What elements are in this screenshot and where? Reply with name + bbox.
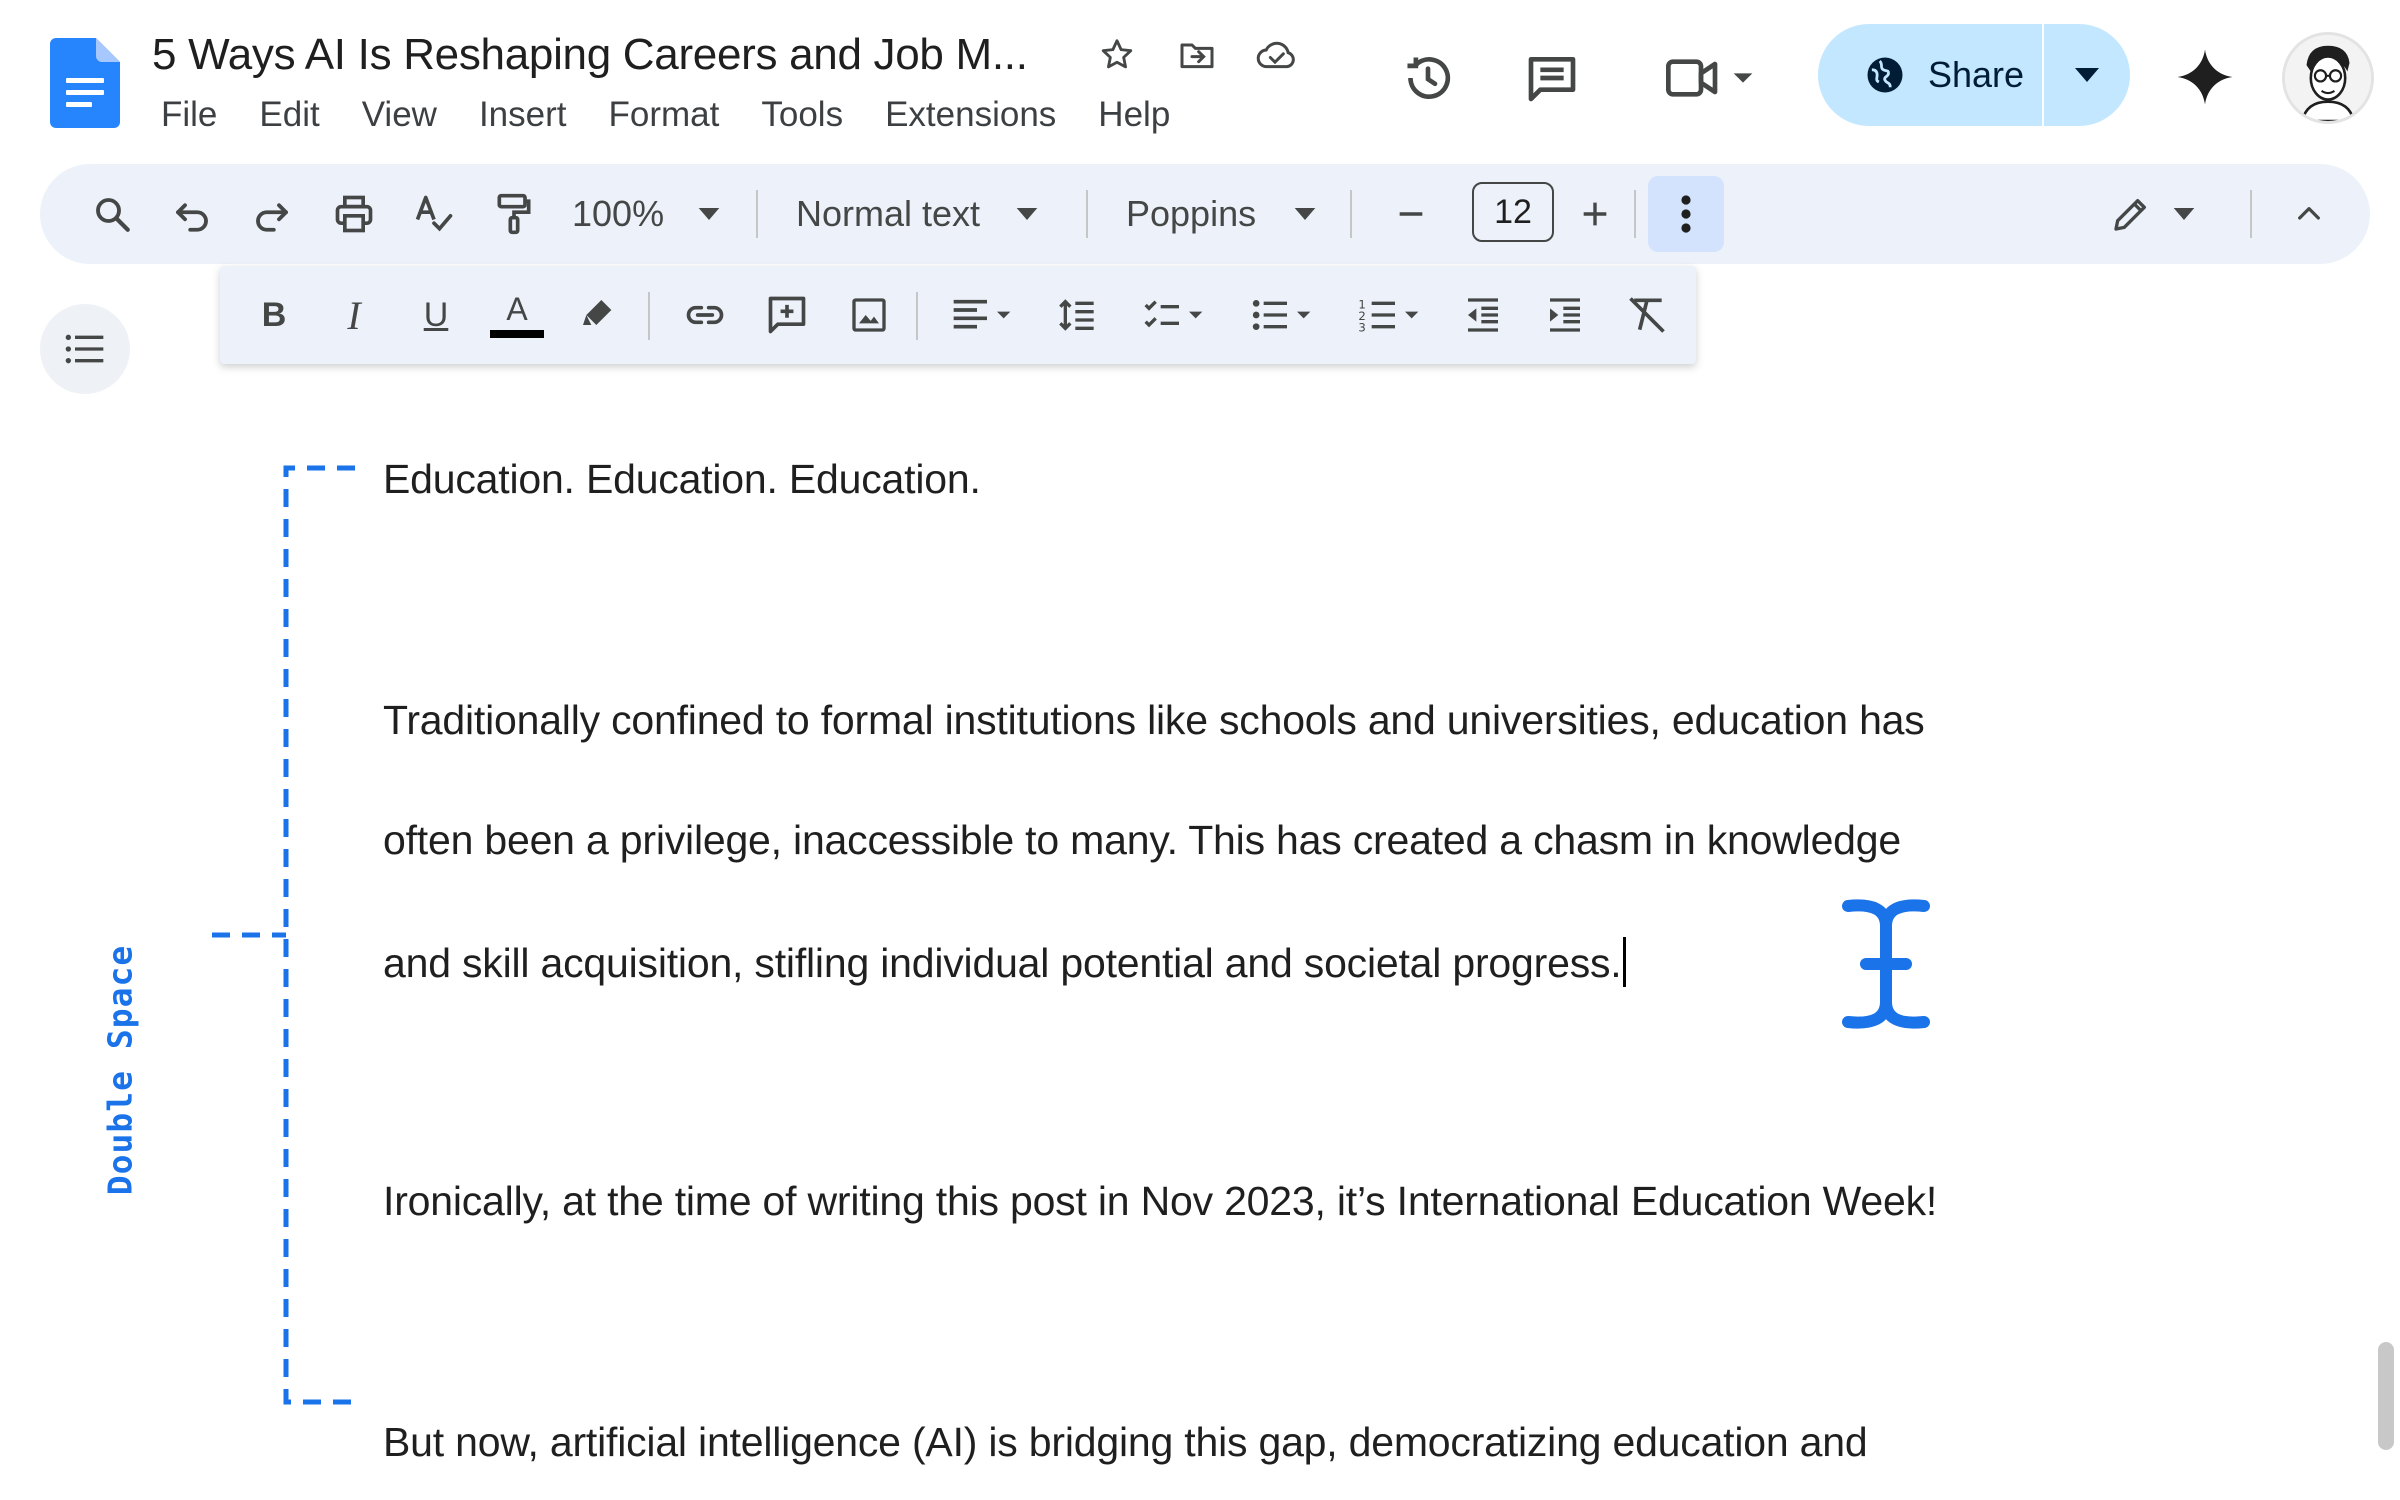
- star-icon[interactable]: [1094, 32, 1140, 78]
- undo-icon[interactable]: [160, 164, 224, 264]
- doc-paragraph[interactable]: Ironically, at the time of writing this post in Nov 2023, it’s International Education Week!: [383, 1178, 1938, 1224]
- share-dropdown-button[interactable]: [2044, 24, 2130, 126]
- svg-text:3: 3: [1358, 320, 1366, 335]
- caret-down-icon: [1016, 208, 1038, 220]
- paragraph-style-select[interactable]: [796, 164, 1096, 264]
- toolbar-separator: [1350, 190, 1352, 238]
- share-button[interactable]: [1818, 24, 2130, 126]
- toolbar-separator: [756, 190, 758, 238]
- decrease-font-size-button[interactable]: [1376, 164, 1446, 264]
- italic-icon: I: [347, 292, 361, 338]
- text-color-swatch: [490, 330, 544, 338]
- comments-icon[interactable]: [1520, 46, 1584, 110]
- svg-text:2: 2: [1358, 309, 1366, 323]
- menu-file[interactable]: File: [161, 95, 218, 134]
- format-separator: [916, 292, 918, 340]
- caret-down-icon: [2075, 68, 2099, 82]
- print-icon[interactable]: [322, 164, 386, 264]
- collapse-menus-button[interactable]: [2274, 164, 2344, 264]
- share-label: Share: [1928, 54, 2025, 95]
- font-select[interactable]: [1126, 164, 1376, 264]
- caret-down-icon: [698, 208, 720, 220]
- spellcheck-icon[interactable]: [402, 164, 466, 264]
- editing-mode-select[interactable]: [2098, 164, 2208, 264]
- double-space-annotation: Double Space: [100, 944, 140, 1196]
- main-toolbar: [40, 164, 2370, 264]
- more-options-button[interactable]: [1648, 176, 1724, 252]
- toolbar-separator: [2250, 190, 2252, 238]
- globe-icon: [1864, 54, 1906, 96]
- line-spacing-icon[interactable]: [1042, 266, 1112, 364]
- menu-view[interactable]: View: [361, 95, 437, 134]
- toolbar-separator: [1086, 190, 1088, 238]
- ibeam-cursor-icon: [1838, 896, 1934, 1032]
- version-history-icon[interactable]: [1396, 46, 1460, 110]
- caret-down-icon: [2173, 208, 2195, 220]
- share-divider: [2042, 24, 2044, 126]
- share-main-button[interactable]: [1818, 24, 2042, 126]
- zoom-value: 100%: [572, 193, 665, 234]
- gemini-icon[interactable]: [2172, 44, 2238, 110]
- doc-paragraph-line-text: and skill acquisition, stifling individual potential and societal progress.: [383, 940, 1622, 986]
- text-color-button[interactable]: [482, 266, 552, 364]
- doc-paragraph-line-last[interactable]: [383, 937, 1626, 987]
- highlight-icon[interactable]: [566, 266, 630, 364]
- document-outline-button[interactable]: [40, 304, 130, 394]
- menu-format[interactable]: Format: [608, 95, 720, 134]
- collapse-icon: [2293, 198, 2325, 230]
- user-avatar[interactable]: [2282, 32, 2374, 124]
- doc-paragraph-line[interactable]: Traditionally confined to formal institutions like schools and universities, education has: [383, 697, 1925, 743]
- meet-icon[interactable]: [1660, 46, 1770, 110]
- italic-button[interactable]: [324, 266, 384, 364]
- bulleted-list-icon[interactable]: [1232, 266, 1332, 364]
- bold-button[interactable]: [244, 266, 304, 364]
- decrease-indent-icon[interactable]: [1448, 266, 1518, 364]
- increase-indent-icon[interactable]: [1530, 266, 1600, 364]
- link-icon[interactable]: [670, 266, 740, 364]
- numbered-list-icon[interactable]: [1340, 266, 1440, 364]
- search-icon[interactable]: [80, 164, 144, 264]
- checklist-icon[interactable]: [1124, 266, 1224, 364]
- doc-heading[interactable]: Education. Education. Education.: [383, 456, 981, 502]
- docs-logo-icon[interactable]: [50, 38, 120, 128]
- clear-formatting-icon[interactable]: [1612, 266, 1682, 364]
- text-cursor: [1623, 937, 1626, 987]
- menu-help[interactable]: Help: [1098, 95, 1171, 134]
- outline-list-icon: [65, 334, 105, 364]
- underline-button[interactable]: [406, 266, 466, 364]
- menu-insert[interactable]: Insert: [478, 95, 567, 134]
- cloud-saved-icon[interactable]: [1254, 32, 1300, 78]
- format-separator: [648, 292, 650, 340]
- insert-image-icon[interactable]: [834, 266, 904, 364]
- font-size-input[interactable]: 12: [1472, 182, 1554, 242]
- overflow-format-toolbar: [220, 266, 1696, 364]
- avatar-illustration-icon: [2285, 35, 2371, 121]
- font-value: Poppins: [1126, 193, 1257, 234]
- align-left-icon[interactable]: [932, 266, 1032, 364]
- document-title[interactable]: 5 Ways AI Is Reshaping Careers and Job M...: [152, 30, 1028, 79]
- menu-edit[interactable]: Edit: [259, 95, 320, 134]
- doc-paragraph[interactable]: But now, artificial intelligence (AI) is bridging this gap, democratizing education and: [383, 1419, 1868, 1465]
- add-comment-icon[interactable]: [752, 266, 822, 364]
- paint-format-icon[interactable]: [482, 164, 546, 264]
- minus-icon: [1394, 197, 1428, 231]
- bold-icon: B: [261, 295, 287, 334]
- increase-font-size-button[interactable]: [1560, 164, 1630, 264]
- zoom-select[interactable]: [572, 164, 762, 264]
- caret-down-icon: [1294, 208, 1316, 220]
- redo-icon[interactable]: [240, 164, 304, 264]
- paragraph-style-value: Normal text: [796, 193, 981, 234]
- double-space-bracket: [200, 460, 370, 1410]
- menu-tools[interactable]: Tools: [761, 95, 844, 134]
- more-vert-icon: [1680, 194, 1692, 234]
- menu-bar: [140, 90, 1191, 140]
- underline-icon: U: [423, 295, 449, 334]
- menu-extensions[interactable]: Extensions: [885, 95, 1057, 134]
- doc-paragraph-line[interactable]: often been a privilege, inaccessible to many. This has created a chasm in knowledge: [383, 817, 1901, 863]
- vertical-scrollbar[interactable]: [2378, 1342, 2394, 1450]
- plus-icon: [1578, 197, 1612, 231]
- text-color-icon: A: [506, 291, 528, 327]
- toolbar-separator: [1634, 190, 1636, 238]
- edit-mode-icon: [2111, 194, 2151, 234]
- move-to-folder-icon[interactable]: [1174, 32, 1220, 78]
- svg-text:1: 1: [1358, 297, 1366, 312]
